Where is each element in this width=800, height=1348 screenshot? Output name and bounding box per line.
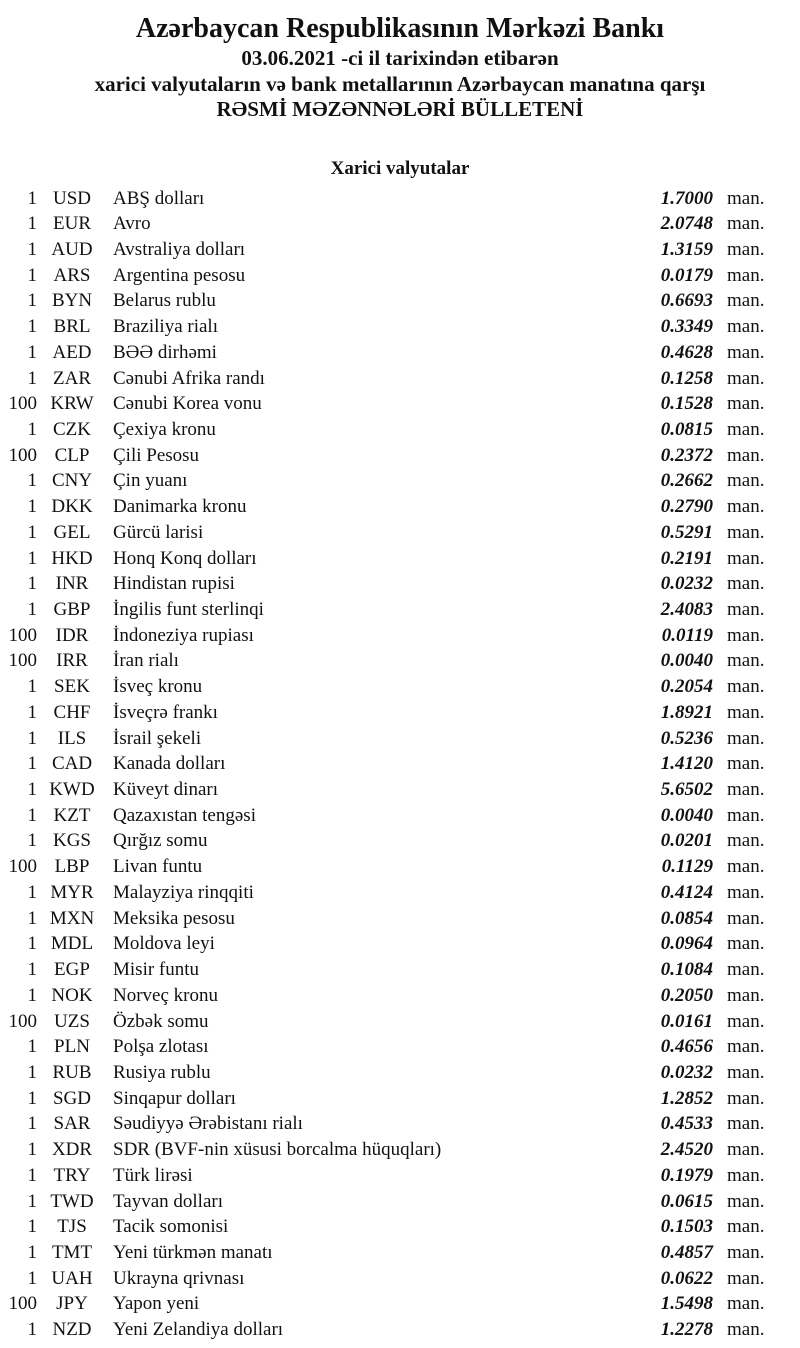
table-row	[0, 1216, 800, 1242]
currency-name-cell: Özbək somu	[113, 1010, 209, 1032]
currency-code-cell: EUR	[53, 213, 91, 235]
table-row	[0, 1293, 800, 1319]
rate-value-cell: 1.7000	[660, 187, 713, 209]
quantity-cell: 1	[27, 341, 37, 363]
unit-label-cell: man.	[727, 1267, 765, 1289]
currency-name-cell: Livan funtu	[113, 856, 203, 878]
scope-line: xarici valyutaların və bank metallarının Azərbaycan manatına qarşı	[94, 71, 706, 96]
table-row	[0, 625, 800, 651]
currency-code-cell: UAH	[51, 1267, 93, 1289]
table-row	[0, 1319, 800, 1345]
unit-label-cell: man.	[727, 701, 765, 723]
currency-code-cell: KRW	[50, 393, 94, 415]
currency-code-cell: MYR	[50, 881, 94, 903]
table-row	[0, 1165, 800, 1191]
currency-name-cell: İsveç kronu	[113, 676, 203, 698]
quantity-cell: 100	[8, 856, 37, 878]
unit-label-cell: man.	[727, 959, 765, 981]
currency-name-cell: Gürcü larisi	[113, 521, 204, 543]
currency-name-cell: Tayvan dolları	[113, 1190, 223, 1212]
unit-label-cell: man.	[727, 418, 765, 440]
currency-code-cell: JPY	[56, 1293, 88, 1315]
unit-label-cell: man.	[727, 1036, 765, 1058]
table-row	[0, 933, 800, 959]
quantity-cell: 100	[8, 444, 37, 466]
page-title: Azərbaycan Respublikasının Mərkəzi Bankı	[135, 13, 665, 44]
currency-code-cell: AUD	[51, 238, 93, 260]
quantity-cell: 1	[27, 779, 37, 801]
table-row	[0, 573, 800, 599]
currency-code-cell: NOK	[51, 984, 93, 1006]
table-row	[0, 599, 800, 625]
currency-code-cell: IDR	[55, 624, 89, 646]
currency-name-cell: Küveyt dinarı	[113, 779, 219, 801]
currency-name-cell: Polşa zlotası	[113, 1036, 209, 1058]
quantity-cell: 1	[27, 470, 37, 492]
quantity-cell: 1	[27, 753, 37, 775]
unit-label-cell: man.	[727, 393, 765, 415]
rate-value-cell: 2.4083	[660, 599, 713, 620]
unit-label-cell: man.	[727, 573, 765, 595]
currency-name-cell: İran rialı	[113, 650, 179, 672]
bulletin-header	[0, 0, 800, 123]
currency-name-cell: Malayziya rinqqiti	[113, 881, 254, 903]
currency-name-cell: Honq Konq dolları	[113, 547, 257, 569]
table-row	[0, 290, 800, 316]
table-row	[0, 265, 800, 291]
quantity-cell: 1	[27, 907, 37, 929]
rate-value-cell: 0.2050	[660, 984, 713, 1006]
currency-name-cell: Çili Pesosu	[113, 444, 200, 466]
currency-name-cell: Braziliya rialı	[113, 316, 218, 338]
currency-code-cell: BRL	[53, 316, 91, 338]
currency-name-cell: Meksika pesosu	[113, 907, 235, 929]
rate-value-cell: 0.5291	[660, 521, 713, 543]
unit-label-cell: man.	[727, 521, 765, 543]
currency-name-cell: Yapon yeni	[113, 1293, 200, 1315]
rates-table	[0, 188, 800, 1345]
rate-value-cell: 1.3159	[660, 238, 713, 260]
table-row	[0, 805, 800, 831]
quantity-cell: 1	[27, 1036, 37, 1058]
currency-code-cell: MXN	[49, 907, 95, 929]
table-row	[0, 1011, 800, 1037]
unit-label-cell: man.	[727, 1061, 765, 1083]
currency-name-cell: Çin yuanı	[113, 470, 188, 492]
unit-label-cell: man.	[727, 367, 765, 389]
quantity-cell: 1	[27, 701, 37, 723]
table-row	[0, 1036, 800, 1062]
unit-label-cell: man.	[727, 1113, 765, 1135]
currency-name-cell: Belarus rublu	[113, 290, 216, 312]
currency-code-cell: KZT	[53, 804, 91, 826]
table-row	[0, 188, 800, 214]
unit-label-cell: man.	[727, 650, 765, 672]
unit-label-cell: man.	[727, 1164, 765, 1186]
currency-name-cell: Rusiya rublu	[113, 1061, 211, 1083]
currency-code-cell: CNY	[51, 470, 93, 492]
currency-name-cell: Misir funtu	[113, 959, 200, 981]
rate-value-cell: 1.8921	[660, 701, 713, 723]
unit-label-cell: man.	[727, 753, 765, 775]
currency-name-cell: Çexiya kronu	[113, 418, 216, 440]
unit-label-cell: man.	[727, 264, 765, 286]
currency-name-cell: Yeni Zelandiya dolları	[113, 1319, 284, 1341]
table-row	[0, 728, 800, 754]
table-row	[0, 882, 800, 908]
quantity-cell: 1	[27, 547, 37, 569]
currency-code-cell: CHF	[53, 701, 91, 723]
rate-value-cell: 2.4520	[660, 1139, 713, 1161]
unit-label-cell: man.	[727, 984, 765, 1006]
table-row	[0, 1191, 800, 1217]
quantity-cell: 1	[27, 1061, 37, 1083]
rate-value-cell: 0.1979	[660, 1164, 713, 1186]
unit-label-cell: man.	[727, 496, 765, 518]
currency-code-cell: AED	[52, 341, 92, 363]
unit-label-cell: man.	[727, 187, 765, 209]
quantity-cell: 1	[27, 1319, 37, 1341]
rate-value-cell: 1.4120	[660, 753, 713, 775]
currency-code-cell: ARS	[53, 264, 91, 286]
rate-value-cell: 0.4656	[660, 1036, 713, 1058]
currency-code-cell: MDL	[50, 933, 94, 955]
rate-value-cell: 0.4124	[660, 881, 713, 903]
rate-value-cell: 0.0161	[660, 1010, 713, 1032]
unit-label-cell: man.	[727, 444, 765, 466]
quantity-cell: 1	[27, 984, 37, 1006]
unit-label-cell: man.	[727, 290, 765, 312]
table-row	[0, 496, 800, 522]
currency-name-cell: Avro	[113, 213, 151, 235]
quantity-cell: 1	[27, 1139, 37, 1161]
unit-label-cell: man.	[727, 1216, 765, 1238]
unit-label-cell: man.	[727, 676, 765, 698]
quantity-cell: 1	[27, 367, 37, 389]
currency-name-cell: BƏƏ dirhəmi	[113, 341, 217, 363]
currency-name-cell: Qırğız somu	[113, 830, 208, 852]
unit-label-cell: man.	[727, 547, 765, 569]
quantity-cell: 1	[27, 1190, 37, 1212]
rate-value-cell: 0.0179	[660, 264, 713, 286]
table-row	[0, 959, 800, 985]
table-row	[0, 445, 800, 471]
quantity-cell: 1	[27, 804, 37, 826]
quantity-cell: 1	[27, 1241, 37, 1263]
currency-code-cell: TWD	[50, 1190, 94, 1212]
bulletin-title-line: RƏSMİ MƏZƏNNƏLƏRİ BÜLLETENİ	[216, 97, 584, 121]
quantity-cell: 100	[8, 624, 37, 646]
rate-value-cell: 0.4857	[660, 1241, 713, 1263]
unit-label-cell: man.	[727, 907, 765, 929]
quantity-cell: 1	[27, 496, 37, 518]
currency-code-cell: SEK	[54, 676, 90, 698]
table-row	[0, 985, 800, 1011]
currency-name-cell: Yeni türkmən manatı	[113, 1241, 273, 1263]
currency-name-cell: Argentina pesosu	[113, 264, 246, 286]
currency-name-cell: Moldova leyi	[113, 933, 215, 955]
table-row	[0, 650, 800, 676]
rate-value-cell: 2.0748	[660, 213, 713, 235]
quantity-cell: 1	[27, 213, 37, 235]
quantity-cell: 1	[27, 727, 37, 749]
currency-name-cell: Kanada dolları	[113, 753, 226, 775]
table-row	[0, 830, 800, 856]
unit-label-cell: man.	[727, 1087, 765, 1109]
quantity-cell: 1	[27, 316, 37, 338]
quantity-cell: 100	[8, 650, 37, 672]
currency-name-cell: Sinqapur dolları	[113, 1087, 236, 1109]
currency-code-cell: GBP	[53, 599, 91, 620]
currency-name-cell: İndoneziya rupiası	[113, 624, 254, 646]
currency-name-cell: İsveçrə frankı	[113, 701, 218, 723]
unit-label-cell: man.	[727, 624, 765, 646]
currency-name-cell: Avstraliya dolları	[113, 238, 246, 260]
rate-value-cell: 0.4533	[660, 1113, 713, 1135]
rate-value-cell: 0.0232	[660, 1061, 713, 1083]
currency-name-cell: ABŞ dolları	[113, 187, 205, 209]
rate-value-cell: 1.2852	[660, 1087, 713, 1109]
rate-value-cell: 1.2278	[660, 1319, 713, 1341]
table-row	[0, 676, 800, 702]
table-row	[0, 213, 800, 239]
table-row	[0, 1139, 800, 1165]
unit-label-cell: man.	[727, 470, 765, 492]
currency-name-cell: Səudiyyə Ərəbistanı rialı	[113, 1113, 303, 1135]
currency-code-cell: PLN	[54, 1036, 90, 1058]
unit-label-cell: man.	[727, 933, 765, 955]
rate-value-cell: 0.2054	[660, 676, 713, 698]
rate-value-cell: 0.0854	[660, 907, 713, 929]
currency-code-cell: SGD	[52, 1087, 91, 1109]
rate-value-cell: 0.4628	[660, 341, 713, 363]
table-row	[0, 1088, 800, 1114]
rate-value-cell: 0.0964	[660, 933, 713, 955]
quantity-cell: 1	[27, 573, 37, 595]
unit-label-cell: man.	[727, 856, 765, 878]
unit-label-cell: man.	[727, 1293, 765, 1315]
unit-label-cell: man.	[727, 881, 765, 903]
currency-code-cell: HKD	[51, 547, 93, 569]
table-row	[0, 470, 800, 496]
unit-label-cell: man.	[727, 238, 765, 260]
rate-value-cell: 0.2790	[660, 496, 713, 518]
currency-name-cell: Türk lirəsi	[113, 1164, 193, 1186]
table-row	[0, 1113, 800, 1139]
currency-name-cell: SDR (BVF-nin xüsusi borcalma hüquqları)	[113, 1139, 442, 1161]
table-row	[0, 1268, 800, 1294]
quantity-cell: 1	[27, 881, 37, 903]
quantity-cell: 1	[27, 1113, 37, 1135]
quantity-cell: 1	[27, 238, 37, 260]
quantity-cell: 1	[27, 521, 37, 543]
currency-code-cell: IRR	[56, 650, 88, 672]
currency-code-cell: GEL	[53, 521, 91, 543]
currency-code-cell: ZAR	[53, 367, 91, 389]
currency-name-cell: Qazaxıstan tengəsi	[113, 804, 256, 826]
quantity-cell: 1	[27, 933, 37, 955]
currency-name-cell: Danimarka kronu	[113, 496, 247, 518]
unit-label-cell: man.	[727, 1241, 765, 1263]
table-row	[0, 753, 800, 779]
currency-code-cell: EGP	[54, 959, 90, 981]
currency-name-cell: Norveç kronu	[113, 984, 218, 1006]
currency-code-cell: CZK	[53, 418, 91, 440]
table-row	[0, 316, 800, 342]
unit-label-cell: man.	[727, 213, 765, 235]
unit-label-cell: man.	[727, 804, 765, 826]
unit-label-cell: man.	[727, 341, 765, 363]
rate-value-cell: 0.0615	[660, 1190, 713, 1212]
currency-code-cell: USD	[52, 187, 91, 209]
currency-code-cell: TMT	[51, 1241, 93, 1263]
unit-label-cell: man.	[727, 1319, 765, 1341]
rate-value-cell: 0.1258	[660, 367, 713, 389]
currency-name-cell: İsrail şekeli	[113, 727, 202, 749]
quantity-cell: 100	[8, 1010, 37, 1032]
unit-label-cell: man.	[727, 599, 765, 620]
unit-label-cell: man.	[727, 1010, 765, 1032]
currency-code-cell: SAR	[53, 1113, 91, 1135]
currency-code-cell: XDR	[51, 1139, 93, 1161]
section-title: Xarici valyutalar	[330, 157, 470, 179]
rate-value-cell: 0.0232	[660, 573, 713, 595]
currency-name-cell: Ukrayna qrivnası	[113, 1267, 245, 1289]
rate-value-cell: 1.5498	[660, 1293, 713, 1315]
currency-code-cell: BYN	[51, 290, 93, 312]
quantity-cell: 1	[27, 264, 37, 286]
effective-date-line: 03.06.2021 -ci il tarixindən etibarən	[241, 46, 559, 70]
rate-value-cell: 0.0040	[660, 804, 713, 826]
currency-code-cell: KGS	[52, 830, 91, 852]
table-row	[0, 856, 800, 882]
quantity-cell: 1	[27, 1164, 37, 1186]
rate-value-cell: 0.1084	[660, 959, 713, 981]
currency-code-cell: TJS	[57, 1216, 87, 1238]
currency-name-cell: Cənubi Afrika randı	[113, 367, 265, 389]
quantity-cell: 1	[27, 187, 37, 209]
currency-code-cell: INR	[55, 573, 89, 595]
currency-name-cell: Hindistan rupisi	[113, 573, 235, 595]
currency-code-cell: LBP	[54, 856, 90, 878]
quantity-cell: 1	[27, 418, 37, 440]
currency-name-cell: İngilis funt sterlinqi	[113, 599, 264, 620]
table-row	[0, 419, 800, 445]
rate-value-cell: 0.1528	[660, 393, 713, 415]
table-row	[0, 908, 800, 934]
quantity-cell: 1	[27, 1087, 37, 1109]
rate-value-cell: 0.1129	[661, 856, 713, 878]
table-row	[0, 342, 800, 368]
unit-label-cell: man.	[727, 727, 765, 749]
table-row	[0, 1242, 800, 1268]
rate-value-cell: 0.0040	[660, 650, 713, 672]
unit-label-cell: man.	[727, 316, 765, 338]
quantity-cell: 1	[27, 1267, 37, 1289]
table-row	[0, 368, 800, 394]
currency-name-cell: Tacik somonisi	[113, 1216, 229, 1238]
currency-code-cell: CAD	[51, 753, 93, 775]
currency-code-cell: CLP	[54, 444, 90, 466]
rate-value-cell: 0.2372	[660, 444, 713, 466]
unit-label-cell: man.	[727, 779, 765, 801]
rate-value-cell: 0.0815	[660, 418, 713, 440]
quantity-cell: 1	[27, 290, 37, 312]
rate-value-cell: 0.5236	[660, 727, 713, 749]
table-row	[0, 548, 800, 574]
table-row	[0, 702, 800, 728]
quantity-cell: 1	[27, 676, 37, 698]
quantity-cell: 1	[27, 1216, 37, 1238]
rate-value-cell: 5.6502	[660, 779, 713, 801]
currency-code-cell: RUB	[52, 1061, 92, 1083]
rate-value-cell: 0.2191	[660, 547, 713, 569]
quantity-cell: 1	[27, 830, 37, 852]
rate-value-cell: 0.6693	[660, 290, 713, 312]
table-row	[0, 779, 800, 805]
currency-code-cell: TRY	[53, 1164, 91, 1186]
table-row	[0, 393, 800, 419]
table-row	[0, 1062, 800, 1088]
currency-code-cell: ILS	[57, 727, 87, 749]
rate-value-cell: 0.3349	[660, 316, 713, 338]
rate-value-cell: 0.0119	[661, 624, 713, 646]
rate-value-cell: 0.1503	[660, 1216, 713, 1238]
currency-code-cell: NZD	[52, 1319, 92, 1341]
unit-label-cell: man.	[727, 1139, 765, 1161]
currency-code-cell: KWD	[49, 779, 95, 801]
currency-name-cell: Cənubi Korea vonu	[113, 393, 262, 415]
quantity-cell: 1	[27, 599, 37, 620]
quantity-cell: 100	[8, 1293, 37, 1315]
unit-label-cell: man.	[727, 830, 765, 852]
unit-label-cell: man.	[727, 1190, 765, 1212]
quantity-cell: 1	[27, 959, 37, 981]
currency-code-cell: UZS	[54, 1010, 90, 1032]
quantity-cell: 100	[8, 393, 37, 415]
table-row	[0, 239, 800, 265]
table-row	[0, 522, 800, 548]
rate-value-cell: 0.0201	[660, 830, 713, 852]
rate-value-cell: 0.0622	[660, 1267, 713, 1289]
currency-code-cell: DKK	[51, 496, 93, 518]
rate-value-cell: 0.2662	[660, 470, 713, 492]
